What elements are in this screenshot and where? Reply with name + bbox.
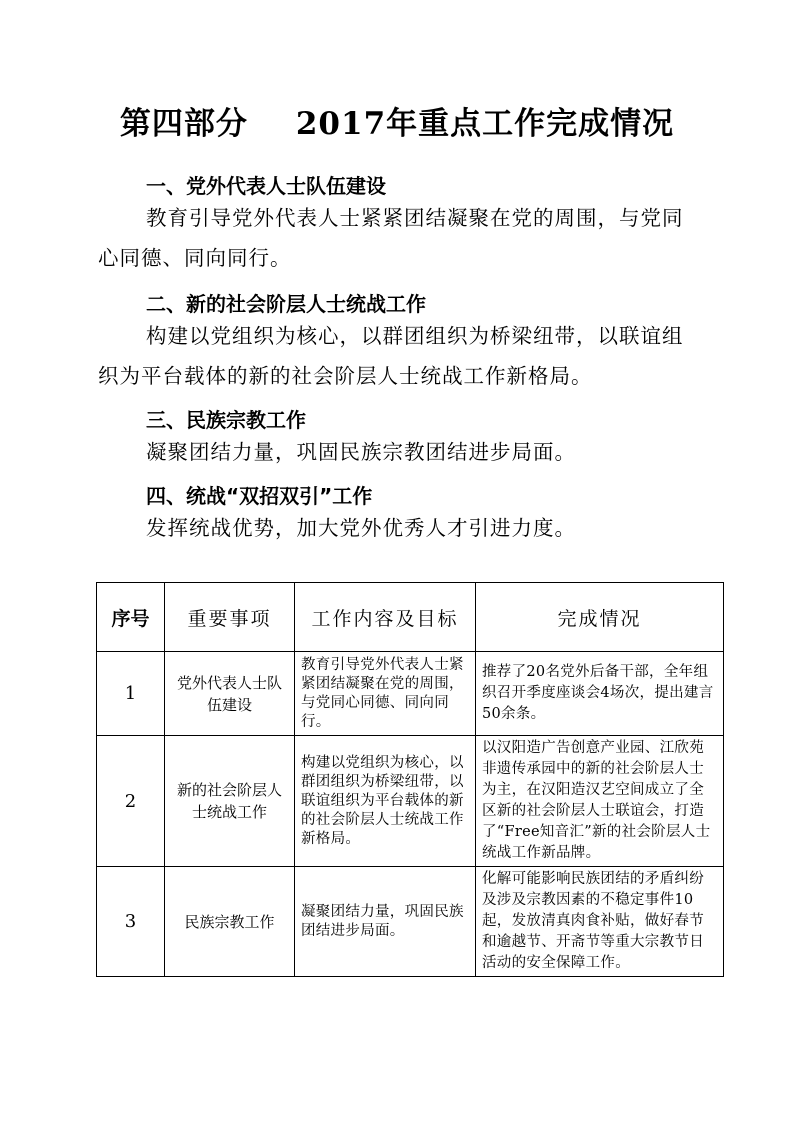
row-status: 以汉阳造广告创意产业园、江欣苑非遗传承园中的新的社会阶层人士为主，在汉阳造汉艺空间成立了全区新的社会阶层人士联谊会，打造了“Free知音汇”新的社会阶层人士统战工作新品牌。	[476, 736, 724, 867]
table-header-row	[97, 583, 724, 652]
title-subject: 2017年重点工作完成情况	[295, 106, 675, 142]
row-status: 推荐了20名党外后备干部，全年组织召开季度座谈会4场次，提出建言50余条。	[476, 652, 724, 736]
column-header-status: 完成情况	[476, 583, 724, 652]
section-paragraph: 发挥统战优势，加大党外优秀人才引进力度。	[146, 516, 576, 540]
column-header-content: 工作内容及目标	[295, 583, 476, 652]
column-header-number: 序号	[97, 583, 165, 652]
section-heading: 二、新的社会阶层人士统战工作	[146, 292, 426, 316]
row-status: 化解可能影响民族团结的矛盾纠纷及涉及宗教因素的不稳定事件10起，发放清真肉食补贴，做好春节和逾越节、开斋节等重大宗教节日活动的安全保障工作。	[476, 867, 724, 977]
table-row	[97, 867, 724, 977]
row-item: 新的社会阶层人士统战工作	[165, 736, 295, 867]
title-part: 第四部分	[119, 106, 248, 142]
table-row	[97, 736, 724, 867]
column-header-item: 重要事项	[165, 583, 295, 652]
row-number: 2	[97, 736, 165, 867]
row-number: 3	[97, 867, 165, 977]
section-paragraph: 凝聚团结力量，巩固民族宗教团结进步局面。	[146, 440, 576, 464]
row-number: 1	[97, 652, 165, 736]
table-row	[97, 652, 724, 736]
section-paragraph: 教育引导党外代表人士紧紧团结凝聚在党的周围，与党同心同德、同向同行。	[98, 206, 684, 270]
row-item: 党外代表人士队伍建设	[165, 652, 295, 736]
row-item: 民族宗教工作	[165, 867, 295, 977]
section-heading: 一、党外代表人士队伍建设	[146, 174, 386, 198]
section-heading: 三、民族宗教工作	[146, 408, 306, 432]
work-summary-table	[96, 582, 724, 977]
section-paragraph: 构建以党组织为核心，以群团组织为桥梁纽带，以联谊组织为平台载体的新的社会阶层人士统战工作新格局。	[98, 324, 684, 388]
row-content: 凝聚团结力量，巩固民族团结进步局面。	[295, 867, 476, 977]
row-content: 构建以党组织为核心，以群团组织为桥梁纽带，以联谊组织为平台载体的新的社会阶层人士统战工作新格局。	[295, 736, 476, 867]
page-title	[0, 98, 794, 143]
section-heading: 四、统战“双招双引”工作	[146, 484, 373, 508]
row-content: 教育引导党外代表人士紧紧团结凝聚在党的周围，与党同心同德、同向同行。	[295, 652, 476, 736]
